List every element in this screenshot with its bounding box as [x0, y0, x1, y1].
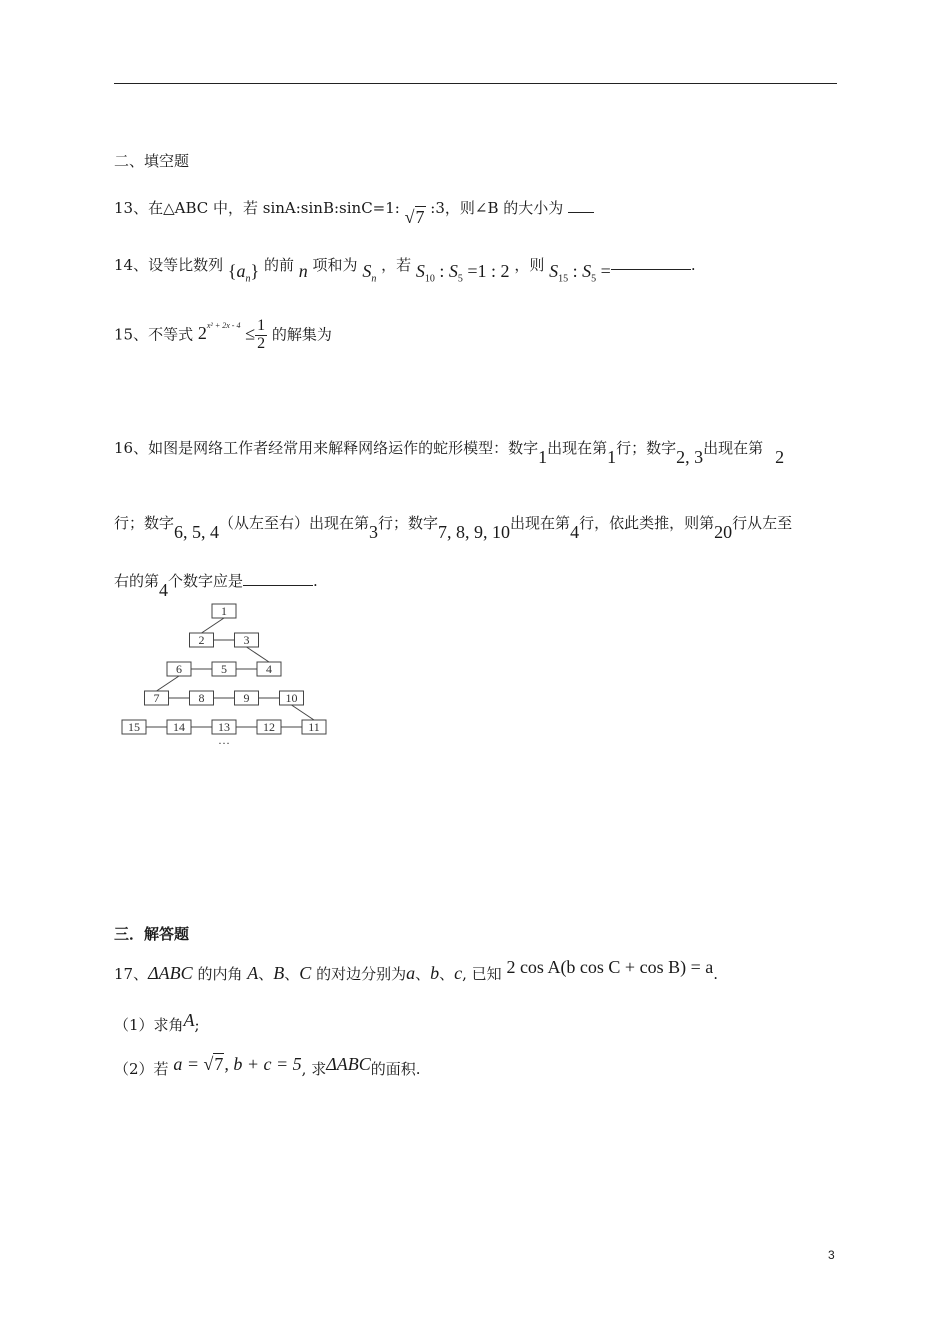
- page-number: 3: [828, 1248, 835, 1262]
- q17-formula: 2 cos A(b cos C + cos B) = a: [506, 957, 714, 977]
- q16-num-9: 20: [714, 522, 733, 542]
- question-16-line-3: [114, 570, 318, 600]
- q17-triangle: ΔABC: [148, 963, 193, 983]
- header-rule: [114, 83, 837, 84]
- q17-part2-triangle: ΔABC: [326, 1054, 371, 1074]
- q14-sum: $S_n$: [362, 261, 377, 285]
- q16-text-3b: 个数字应是: [168, 572, 244, 590]
- section-title-solutions: 三．解答题: [114, 925, 190, 943]
- q17-angle-c: C: [299, 963, 312, 983]
- snake-row-link: [292, 705, 315, 720]
- q14-condition: $S_{10}$ : $S_5 =1$ : 2: [415, 261, 510, 285]
- q16-text-2c: 行；数字: [378, 514, 439, 532]
- snake-node-label: 5: [221, 662, 227, 676]
- question-17-part-2: [114, 1054, 421, 1079]
- question-15: [114, 318, 332, 353]
- q17-angle-a: A: [247, 963, 259, 983]
- snake-node-label: 3: [243, 633, 250, 647]
- q14-text-2: 的前: [263, 256, 294, 274]
- q15-le-sign: ≤: [245, 323, 256, 344]
- q14-ask: $S_{15}$ : $S_5$ =: [549, 261, 611, 285]
- q17-angle-b: B: [273, 963, 285, 983]
- snake-node-label: 10: [285, 691, 298, 705]
- q16-num-4: 2: [775, 447, 785, 467]
- question-17-part-1: [114, 1010, 200, 1035]
- q17-sep-1: 、: [258, 965, 274, 983]
- question-17: [114, 957, 718, 984]
- q15-text-1: 15、不等式: [114, 325, 194, 344]
- q17-part2-condition: a = √7, b + c = 5: [173, 1054, 302, 1074]
- snake-node-label: 8: [198, 691, 205, 705]
- q16-num-2: 1: [607, 447, 617, 467]
- q17-side-a: a: [406, 963, 416, 983]
- question-16-line-2: [114, 512, 793, 542]
- q14-text-1: 14、设等比数列: [114, 256, 224, 274]
- q17-part2-end: 的面积.: [370, 1060, 421, 1078]
- snake-ellipsis: …: [218, 733, 230, 747]
- q13-suffix: :3，则∠B 的大小为: [430, 199, 564, 217]
- q17-text-2: 的对边分别为: [316, 965, 407, 983]
- q16-num-6: 3: [369, 522, 379, 542]
- q13-radicand: 7: [415, 207, 425, 227]
- snake-node-label: 13: [218, 720, 230, 734]
- snake-model-figure: [114, 598, 344, 758]
- q14-text-5: ，则: [514, 256, 545, 274]
- q14-n: n: [298, 261, 308, 281]
- snake-node-label: 9: [243, 691, 250, 705]
- q16-text-2d: 出现在第: [510, 514, 571, 532]
- q16-num-7: 7, 8, 9, 10: [438, 522, 511, 542]
- q16-text-2b: （从左至右）出现在第: [219, 514, 370, 532]
- q16-text-2e: 行，依此类推，则第: [579, 514, 715, 532]
- question-14: [114, 254, 696, 285]
- snake-node-label: 12: [263, 720, 275, 734]
- q14-text-4: ，若: [381, 256, 412, 274]
- snake-row-link: [247, 647, 270, 662]
- section-title-fill-in: 二、填空题: [114, 152, 190, 170]
- snake-node-label: 7: [153, 691, 160, 705]
- q13-answer-blank[interactable]: [568, 212, 594, 213]
- snake-row-link: [157, 676, 180, 691]
- snake-row-link: [202, 618, 225, 633]
- snake-node-label: 11: [308, 720, 320, 734]
- q16-text-2a: 行；数字: [114, 514, 175, 532]
- q14-end: .: [690, 256, 696, 274]
- snake-node-label: 4: [266, 662, 272, 676]
- q16-num-3: 2, 3: [676, 447, 704, 467]
- q13-prefix: 13、在△ABC 中，若 sinA:sinB:sinC=1:: [114, 199, 400, 217]
- q17-text-1: 的内角: [197, 965, 243, 983]
- q16-text-1b: 出现在第: [547, 439, 608, 457]
- q17-sep-2: 、: [284, 965, 300, 983]
- snake-node-label: 2: [198, 633, 205, 647]
- q14-text-3: 项和为: [312, 256, 358, 274]
- snake-node-label: 15: [128, 720, 140, 734]
- q17-side-b: b: [430, 963, 440, 983]
- q17-sep-4: 、: [439, 965, 455, 983]
- q16-text-1d: 出现在第: [703, 439, 764, 457]
- q17-part1-var: A: [183, 1010, 195, 1030]
- question-13: [114, 197, 594, 227]
- q17-part2-label: （2）若: [114, 1060, 169, 1078]
- q14-answer-blank[interactable]: [611, 269, 691, 270]
- q17-number: 17、: [114, 965, 149, 983]
- q17-sep-3: 、: [415, 965, 431, 983]
- snake-node-label: 6: [176, 662, 182, 676]
- q13-sqrt: √7: [404, 207, 425, 227]
- q16-num-10: 4: [159, 580, 169, 600]
- q16-text-2f: 行从左至: [732, 514, 793, 532]
- snake-node-label: 14: [173, 720, 185, 734]
- q17-side-c: c: [454, 963, 463, 983]
- q17-part2-mid: , 求: [301, 1060, 327, 1078]
- q16-num-1: 1: [538, 447, 548, 467]
- q16-text-1c: 行；数字: [616, 439, 677, 457]
- q15-fraction: $\frac{1}{2}$: [257, 317, 266, 352]
- q14-sequence: $\{a_n\}$: [227, 261, 260, 285]
- q16-answer-blank[interactable]: [243, 585, 313, 586]
- q15-text-2: 的解集为: [271, 325, 332, 344]
- q16-text-1a: 16、如图是网络工作者经常用来解释网络运作的蛇形模型：数字: [114, 439, 539, 457]
- q17-text-3: , 已知: [462, 965, 502, 983]
- q17-part1-end: ;: [194, 1016, 200, 1034]
- q16-num-5: 6, 5, 4: [174, 522, 220, 542]
- snake-node-label: 1: [221, 604, 227, 618]
- q16-end: .: [313, 572, 318, 590]
- question-16-line-1: [114, 437, 785, 467]
- q15-power: $2^{x^2 + 2x - 4}$: [197, 321, 241, 344]
- q16-num-8: 4: [570, 522, 580, 542]
- q17-end: .: [713, 965, 718, 983]
- q17-part1-label: （1）求角: [114, 1016, 184, 1034]
- q16-text-3a: 右的第: [114, 572, 160, 590]
